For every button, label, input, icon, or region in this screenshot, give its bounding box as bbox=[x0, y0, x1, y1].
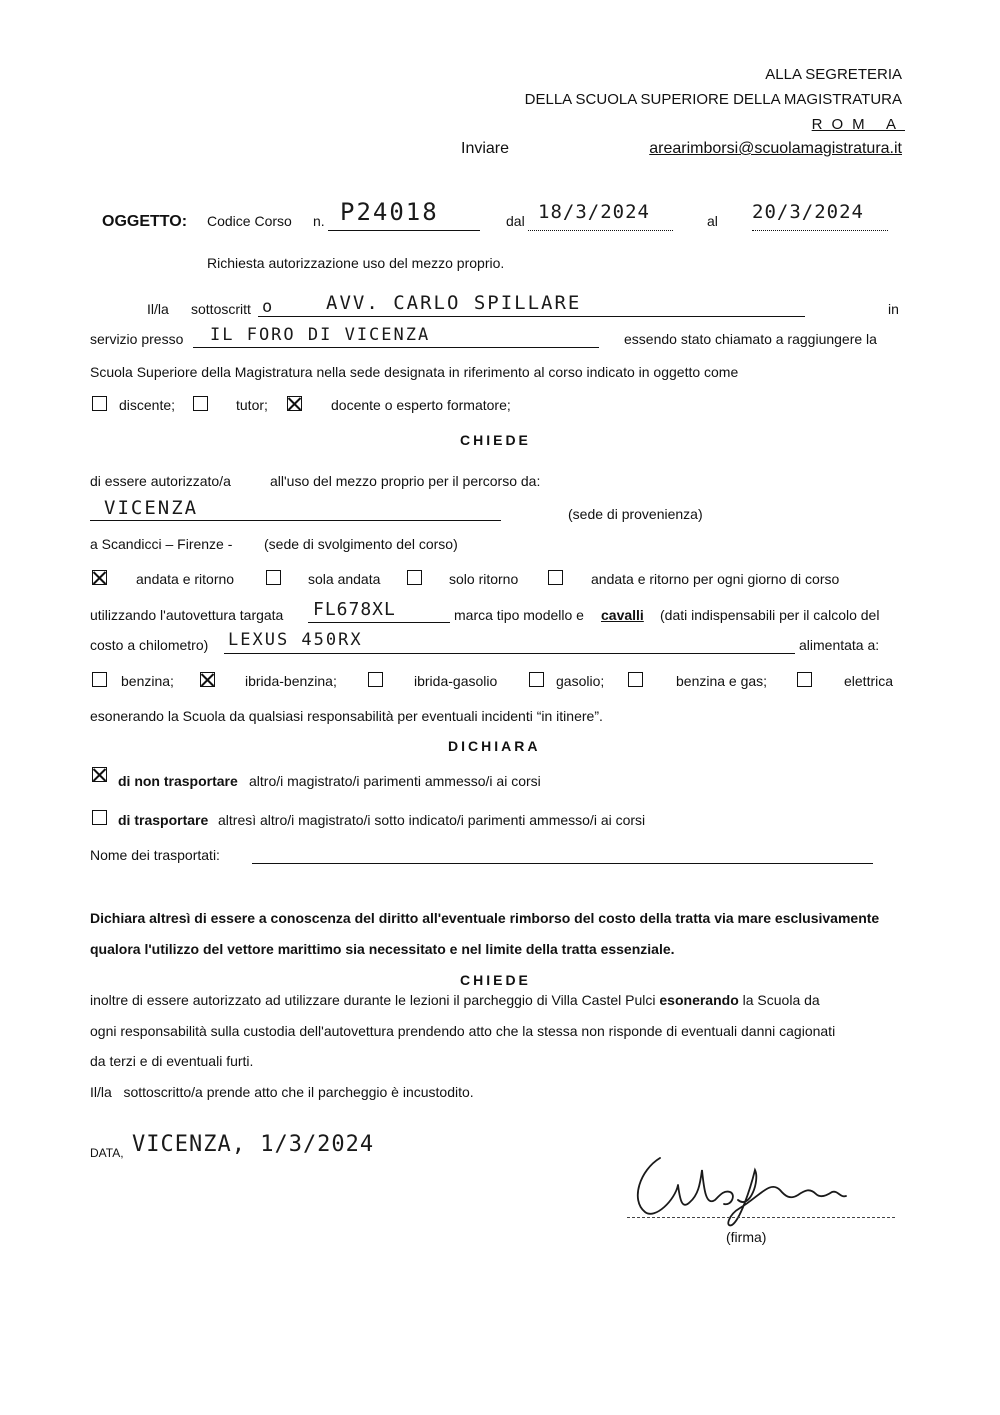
label-gasolio: gasolio; bbox=[556, 673, 605, 689]
no-transport-rest: altro/i magistrato/i parimenti ammesso/i ai corsi bbox=[249, 773, 541, 789]
from-date-value[interactable]: 18/3/2024 bbox=[538, 201, 650, 223]
plate-line bbox=[308, 622, 450, 623]
checkbox-benzina[interactable] bbox=[92, 672, 107, 687]
sea-text-line-1: Dichiara altresì di essere a conoscenza del diritto all'eventuale rimborso del costo della tratta via mare esclusivamente bbox=[90, 910, 880, 926]
subject-label: OGGETTO: bbox=[102, 213, 188, 230]
label-solo-ritorno: solo ritorno bbox=[449, 571, 519, 587]
authorized-label: di essere autorizzato/a bbox=[90, 473, 231, 489]
label-tutor: tutor; bbox=[236, 397, 268, 413]
passengers-label: Nome dei trasportati: bbox=[90, 847, 220, 863]
parking-line-1-bold: esonerando bbox=[659, 992, 739, 1008]
transport-bold: di trasportare bbox=[118, 812, 209, 828]
label-ogni-giorno: andata e ritorno per ogni giorno di corso bbox=[591, 571, 840, 587]
brand-label: marca tipo modello e bbox=[454, 607, 584, 623]
service-at-line bbox=[193, 347, 599, 348]
plate-label: utilizzando l'autovettura targata bbox=[90, 607, 284, 623]
destination-label: a Scandicci – Firenze - bbox=[90, 536, 233, 552]
recipient-line-2: DELLA SCUOLA SUPERIORE DELLA MAGISTRATURA bbox=[524, 91, 902, 108]
model-line bbox=[224, 653, 795, 654]
fuel-label: alimentata a: bbox=[799, 637, 880, 653]
course-number-prefix: n. bbox=[313, 213, 325, 229]
route-label: all'uso del mezzo proprio per il percorso da: bbox=[270, 473, 541, 489]
checkbox-andata-ritorno[interactable] bbox=[92, 570, 107, 585]
label-docente: docente o esperto formatore; bbox=[331, 397, 511, 413]
subject-description: Richiesta autorizzazione uso del mezzo proprio. bbox=[207, 255, 505, 271]
parking-line-3: da terzi e di eventuali furti. bbox=[90, 1053, 254, 1069]
label-benzina: benzina; bbox=[121, 673, 174, 689]
destination-note: (sede di svolgimento del corso) bbox=[264, 536, 458, 552]
transport-rest: altresì altro/i magistrato/i sotto indicato/i parimenti ammesso/i ai corsi bbox=[218, 812, 646, 828]
hp-label: cavalli bbox=[601, 607, 644, 623]
send-label: Inviare bbox=[461, 140, 510, 157]
signed-suffix[interactable]: o bbox=[262, 297, 273, 317]
model-value[interactable]: LEXUS 450RX bbox=[228, 630, 363, 650]
declarant-name-line bbox=[258, 316, 805, 317]
course-code-label: Codice Corso bbox=[207, 213, 292, 229]
course-number-line bbox=[328, 230, 480, 231]
called-text: essendo stato chiamato a raggiungere la bbox=[624, 331, 877, 347]
checkbox-ibrida-gasolio[interactable] bbox=[368, 672, 383, 687]
to-label: al bbox=[707, 213, 718, 229]
label-elettrica: elettrica bbox=[844, 673, 894, 689]
date-label: DATA, bbox=[90, 1146, 124, 1160]
service-at-value[interactable]: IL FORO DI VICENZA bbox=[210, 325, 431, 345]
declarant-prefix: Il/la bbox=[147, 301, 169, 317]
declarant-name-value[interactable]: AVV. CARLO SPILLARE bbox=[326, 292, 582, 314]
checkbox-benzina-gas[interactable] bbox=[628, 672, 643, 687]
parking-line-1-b: la Scuola da bbox=[742, 992, 820, 1008]
to-date-line bbox=[752, 230, 888, 231]
email-link[interactable]: arearimborsi@scuolamagistratura.it bbox=[649, 140, 902, 157]
signature-line bbox=[627, 1217, 895, 1218]
service-label: servizio presso bbox=[90, 331, 184, 347]
plate-value[interactable]: FL678XL bbox=[313, 599, 396, 620]
origin-value[interactable]: VICENZA bbox=[104, 497, 199, 519]
checkbox-solo-ritorno[interactable] bbox=[407, 570, 422, 585]
course-number-value[interactable]: P24018 bbox=[340, 198, 439, 226]
origin-line bbox=[90, 520, 501, 521]
from-date-line bbox=[528, 230, 673, 231]
sea-text-line-2: qualora l'utilizzo del vettore marittimo sia necessitato e nel limite della tratta essenziale. bbox=[90, 941, 675, 957]
checkbox-elettrica[interactable] bbox=[797, 672, 812, 687]
label-andata-ritorno: andata e ritorno bbox=[136, 571, 235, 587]
checkbox-ibrida-benzina[interactable] bbox=[200, 672, 215, 687]
origin-note: (sede di provenienza) bbox=[568, 506, 703, 522]
date-value[interactable]: VICENZA, 1/3/2024 bbox=[132, 1132, 375, 1157]
label-ibrida-gasolio: ibrida-gasolio bbox=[414, 673, 498, 689]
checkbox-discente[interactable] bbox=[92, 396, 107, 411]
recipient-city: ROM A bbox=[811, 116, 905, 133]
checkbox-transport[interactable] bbox=[92, 810, 107, 825]
data-note: (dati indispensabili per il calcolo del bbox=[660, 607, 880, 623]
passengers-line[interactable] bbox=[252, 863, 873, 864]
checkbox-docente[interactable] bbox=[287, 396, 302, 411]
cost-label: costo a chilometro) bbox=[90, 637, 209, 653]
checkbox-no-transport[interactable] bbox=[92, 767, 107, 782]
parking-line-1 bbox=[90, 992, 820, 1008]
signature-label: (firma) bbox=[726, 1229, 767, 1245]
parking-heading: CHIEDE bbox=[460, 972, 531, 988]
parking-line-1-a: inoltre di essere autorizzato ad utilizzare durante le lezioni il parcheggio di Villa Castel Pulci bbox=[90, 992, 656, 1008]
checkbox-sola-andata[interactable] bbox=[266, 570, 281, 585]
no-transport-bold: di non trasportare bbox=[118, 773, 238, 789]
scope-text: Scuola Superiore della Magistratura nella sede designata in riferimento al corso indicato in oggetto come bbox=[90, 364, 739, 380]
checkbox-gasolio[interactable] bbox=[529, 672, 544, 687]
request-heading: CHIEDE bbox=[460, 432, 531, 448]
parking-line-2: ogni responsabilità sulla custodia dell'autovettura prendendo atto che la stessa non risponde di eventuali danni cagionati bbox=[90, 1023, 836, 1039]
label-sola-andata: sola andata bbox=[308, 571, 381, 587]
to-date-value[interactable]: 20/3/2024 bbox=[752, 201, 864, 223]
checkbox-ogni-giorno[interactable] bbox=[548, 570, 563, 585]
from-label: dal bbox=[506, 213, 525, 229]
signed-label: sottoscritt bbox=[191, 301, 251, 317]
label-ibrida-benzina: ibrida-benzina; bbox=[245, 673, 337, 689]
recipient-line-1: ALLA SEGRETERIA bbox=[765, 66, 902, 83]
checkbox-tutor[interactable] bbox=[193, 396, 208, 411]
parking-line-4: Il/la sottoscritto/a prende atto che il parcheggio è incustodito. bbox=[90, 1084, 474, 1100]
in-label: in bbox=[888, 301, 899, 317]
declaration-heading: DICHIARA bbox=[448, 738, 541, 754]
liability-text: esonerando la Scuola da qualsiasi responsabilità per eventuali incidenti “in itinere”. bbox=[90, 708, 603, 724]
label-discente: discente; bbox=[119, 397, 176, 413]
label-benzina-gas: benzina e gas; bbox=[676, 673, 768, 689]
